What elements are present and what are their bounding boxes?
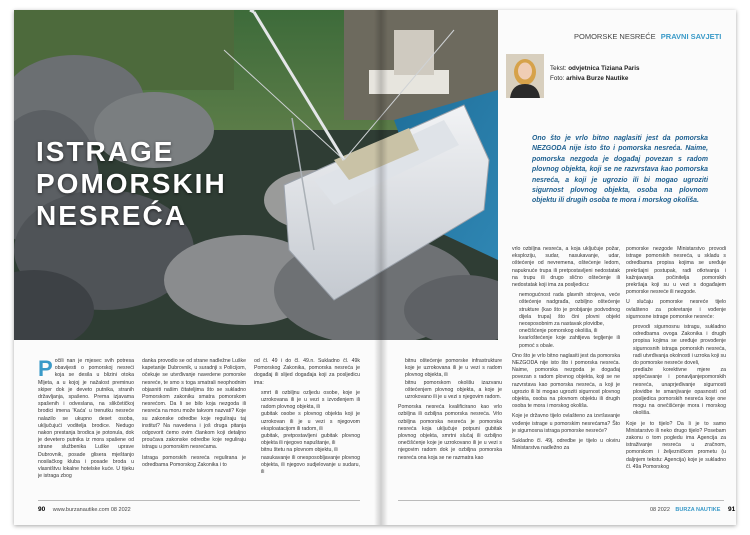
bullet-list [254, 390, 360, 476]
page-number-left: 90 [38, 506, 46, 513]
bullet-list [398, 358, 502, 401]
footer-issue-right: 08 2022 [650, 507, 670, 513]
magazine-spread [14, 10, 736, 525]
list-item: • bitnu oštećenje pomorske infrastrukture koje je uzrokovana ili je u vezi s radom plovnog objekta, ili [405, 358, 502, 380]
section-label: POMORSKE NESREĆE [574, 32, 656, 41]
list-item: • nemogućnost rada glavnih strojeva, veće oštećenje nadgrađa, ozbiljno oštećenje strukture (kao što je probijanje podvodnog dijela trupa) što čini plovni objekt neosposobnim za nastavak plovidbe, [519, 292, 620, 328]
paragraph: Koje je to tijelo? Da li je to samo Ministarstvo ili neko drugo tijelo? Posebam zakonu o tom pogledu ima Agencija za istraživanje nesreća u zračnom, pomorskom i željezničkom prometu (u daljnjem tekstu: Agencija) koje je sukladno čl. 49a Pomorskog [626, 420, 726, 470]
list-item: • kvar/oštećenje koje zahtijeva tegljenje ili pomoć s obale. [519, 335, 620, 349]
section-header [574, 32, 721, 41]
list-item: • predlaže korektivne mjere za sprječavanje i ponavljanjepomorskih nesreća, unaprjeđivanje sigurnosti plovidbe te smanjivanje opasnosti od posljedica pomorskih nesreća koje one mogu na onečišćenje mora i morskog okoliša. [633, 367, 726, 417]
paragraph: od čl. 49 i do čl. 49.n. Sukladno čl. 49k Pomorskog Zakonika, pomorska nesreća je događaj ili slijed događaja koji za posljedicu ima: [254, 358, 360, 386]
footer-rule-left [38, 500, 360, 501]
paragraph: danka provodio se od strane nadležne Luške kapetanije Dubrovnik, u suradnji s Policijom, očekuje se utvrđivanje navedene pomorske nesreće, te smo s toga smatrali neophodnim objasniti našim čitateljima što se sukladno Pomorskom zakoniku smatra pomorskom nesrećom. Da li se bilo koja nezgoda ili nesreća na moru može takvom nazvati? Koje su zakonske odredbe koje reguliraju taj institut? Na navedena i još druga pitanja odgovorit ćemo ovim člankom koji detaljno proučava zakonske odredbe koje reguliraju istragu u pomorskim nesrećama. [142, 358, 246, 451]
text-column-4 [398, 358, 502, 498]
credit-photo-value: arhiva Burze Nautike [566, 75, 629, 82]
paragraph: Ono što je vrlo bitno naglasiti jest da pomorska NEZGODA nije isto što i pomorska nesreća. Naime, pomorska nezgoda je događaj povezan s radom plovnog objekta, koji se ne razvrstava kao pomorska nesreća, a koji je ugrozio ili bi mogao ugroziti sigurnost plovnog objekta, osoba na plovnom objektu ili drugih osoba te mora i morskog okoliša. [512, 352, 620, 410]
list-item: • gubitak osobe s plovnog objekta koji je uzrokovan ili je u vezi s njegovom eksploatacijom ili radom, ili [261, 411, 360, 433]
paragraph: U slučaju pomorske nesreće tijelo ovlašteno za pokretanje i vođenje sigurnosne istrage pomorske nesreće: [626, 299, 726, 320]
paragraph: Pomorska nesreća kvalificirano kao vrlo ozbiljna ili ozbiljna pomorska nesreća. Vrlo ozbiljna pomorska nesreća je pomorska nesreća koja uključuje potpuni gubitak plovnog objekta, smrtni slučaj ili ozbiljno onečišćenje koje je uzrokovano ili je u vezi s njegovim radom dok je ozbiljna pomorska nesreća ona koja se ne razmatra kao [398, 404, 502, 461]
headline-line-2: POMORSKIH [36, 168, 227, 199]
paragraph: vrlo ozbiljna nesreća, a koja uključuje požar, eksploziju, sudar, nasukavanje, udar, oštećenje od nevremena, oštećenje ledom, napuknuće trupa ili pretpostavljeni nedostatak na trupu ili drugo slično oštećenje ili nedostatak koji ima za posljedicu: [512, 246, 620, 289]
paragraph: Istraga pomorskih nesreća regulirana je odredbama Pomorskog Zakonika i to [142, 454, 246, 468]
headline-line-1: ISTRAGE [36, 136, 175, 167]
page-gutter [374, 10, 388, 525]
credit-text-label: Tekst: [550, 65, 567, 72]
list-item: • bitnu štetu na plovnom objektu, ili [261, 447, 360, 454]
bullet-list [512, 292, 620, 350]
list-item: • smrt ili ozbiljnu ozljedu osobe, koje je uzrokovana ili je u vezi s izvođenjem ili radom plovnog objekta, ili [261, 390, 360, 412]
credit-photo-label: Foto: [550, 75, 565, 82]
text-column-3 [254, 358, 360, 498]
paragraph: pomorske nezgode Ministarstvo provodi istrage pomorskih nesreća, u skladu s odredbama propisa kojima se uređuje prekršajni postupak, radi otkrivanja i kažnjavanja počinitelja pomorskih prekršaja koji su u vezi s događajem pomorske nesreće ili nezgode. [626, 246, 726, 296]
list-item: • nasukavanje ili onesposobljavanje plovnog objekta, ili njegovo sudjelovanje u sudaru, ili [261, 455, 360, 477]
footer-right [650, 506, 735, 513]
article-credits [550, 64, 639, 84]
drop-cap: P [38, 358, 53, 381]
footer-url: www.burzanautike.com [52, 507, 110, 513]
text-column-5 [512, 246, 620, 498]
headline-line-3: NESREĆA [36, 200, 187, 231]
credit-text-line [550, 64, 639, 74]
bullet-list [626, 324, 726, 418]
article-lede: Ono što je vrlo bitno naglasiti jest da pomorska NEZGODA nije isto što i pomorska nesreća. Naime, pomorska nezgoda je događaj povezan s radom plovnog objekta, koji se ne razvrstava kao pomorska nesreća, a koji je ugrozio ili bi mogao ugroziti sigurnost plovnog objekta, osoba na plovnom objektu ili drugih osoba te mora i morskog okoliša. [532, 135, 708, 205]
text-column-1 [38, 358, 134, 498]
list-item: • bitnu pomorskom okolišu izazvanu oštećenjem plovnog objekta, a koje je uzrokovano ili je u vezi s njegovim radom. [405, 380, 502, 402]
list-item: • gubitak, pretpostavljeni gubitak plovnog objekta ili njegovo napuštanje, ili [261, 433, 360, 447]
footer-brand: BURZA NAUTIKE [675, 507, 721, 513]
article-headline [36, 136, 227, 232]
credit-photo-line [550, 74, 639, 84]
page-number-right: 91 [727, 506, 736, 513]
paragraph: Sukladno čl. 49j. odredbe je tijelo u okviru Ministarstva nadležno za [512, 438, 620, 452]
footer-left [38, 506, 131, 513]
list-item: • onečišćenje pomorskog okoliša, ili [519, 328, 620, 335]
text-column-2 [142, 358, 246, 498]
footer-issue-left: 08 2022 [110, 507, 131, 513]
paragraph: očili nan je mjesec svih potresa obavijesti o pomorskoj nesreći koja se desila u blizini otoka Mljeta, a u kojoj je nažalost preminuo skiper dok je deveto putnika, stranih državljanja, spašeno. Prema izjavama spašenih i odveslana, na slikčetičkoj brodici imena 'Kaća' u trenutku nesreće nalazilo se ukupno deset osoba, uključujući voditelja brodice. Nedugo nakon prestanja brodica je potonula, dok je devetero putnika iz mora spašene od strane službenika Luške uprave Dubrovnik, posade glisera mještanjo nosilačkog kluba i posade broda u vlasništvu lokalne hotelske kuće. U tijeku je istraga zbog [38, 358, 134, 480]
list-item: • provodi sigurnosnu istragu, sukladno odredbama ovoga Zakonika i drugih propisa kojima se uređuje provođenje sigurnosnih istraga pomorskih nesreća, radi utvrđivanja okolnosti i uzroka koji su do pomorske nesreće doveli, [633, 324, 726, 367]
footer-rule-right [398, 500, 724, 501]
text-column-6 [626, 246, 726, 498]
credit-text-value: odvjetnica Tiziana Paris [568, 65, 640, 72]
section-category: PRAVNI SAVJETI [660, 32, 722, 41]
author-portrait [506, 54, 544, 98]
paragraph: Koje je državno tijelo ovlašteno za izvršavanje vođenje istrage u pomorskim nesrećama? Što je sigurnosna istraga pomorske nesreće? [512, 413, 620, 434]
